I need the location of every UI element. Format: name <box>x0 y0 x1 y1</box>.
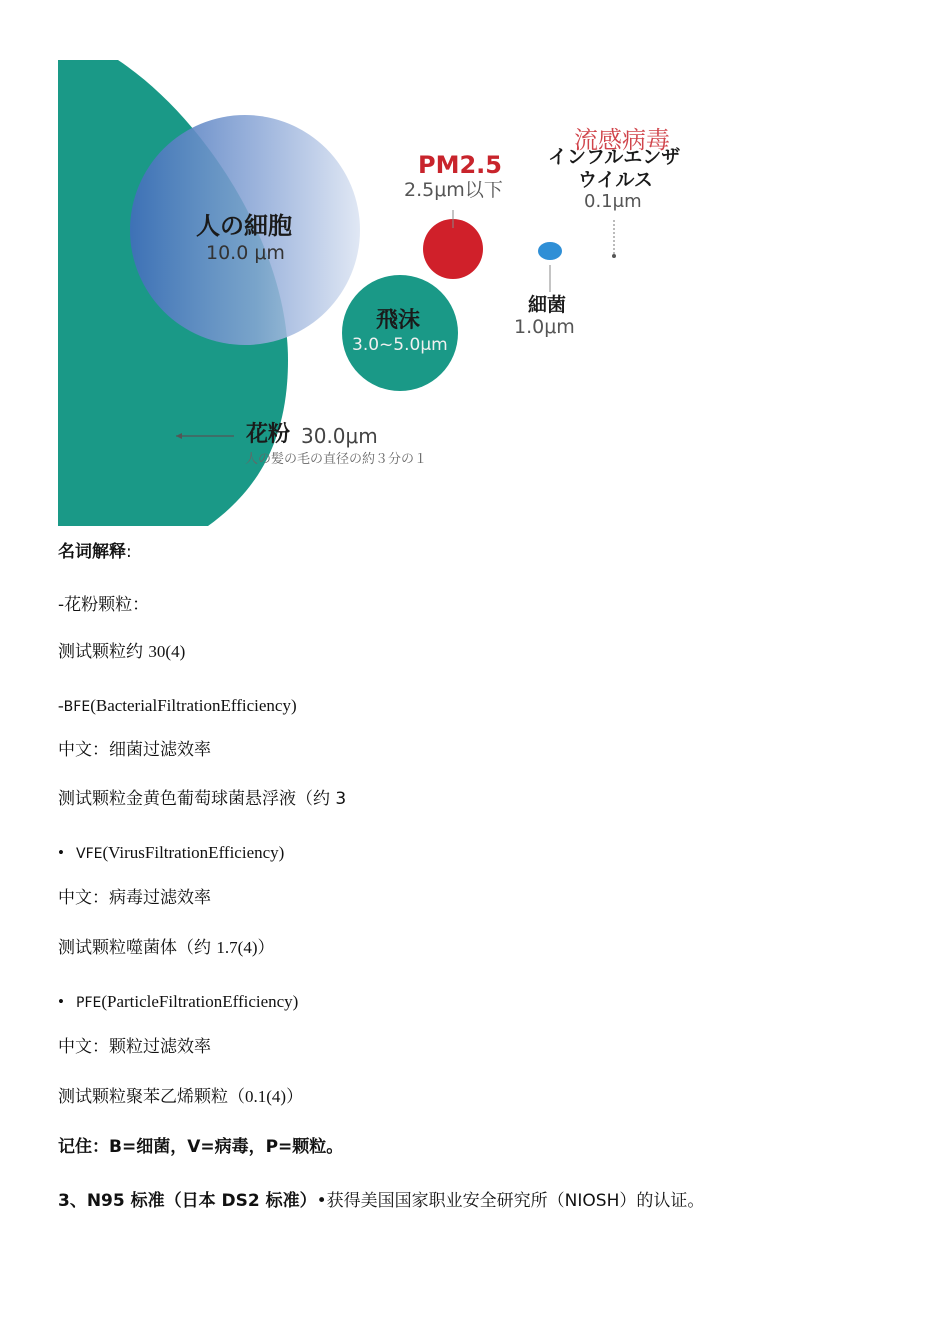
vfe-line <box>58 844 284 861</box>
pfe-full: (ParticleFiltrationEfficiency) <box>101 992 299 1011</box>
pollen-test-value: 30(4) <box>148 642 186 661</box>
bacteria-title: 細菌 <box>528 294 567 316</box>
vfe-abbr: VFE <box>76 846 103 862</box>
particle-size-figure <box>58 60 698 526</box>
vfe-cn: 中文：病毒过滤效率 <box>58 888 211 908</box>
human-cell-title: 人の細胞 <box>196 212 292 240</box>
bfe-full: (BacterialFiltrationEfficiency) <box>90 696 297 715</box>
influenza-dot <box>612 254 616 258</box>
bacteria-size: 1.0μm <box>514 316 575 338</box>
pfe-test-value: 0.1(4) <box>245 1087 287 1106</box>
pm25-size: 2.5μm以下 <box>404 179 503 201</box>
pfe-line <box>58 993 298 1010</box>
vfe-full: (VirusFiltrationEfficiency) <box>102 843 285 862</box>
n95-heading: 3、N95 标准（日本 DS2 标准） <box>58 1191 317 1211</box>
pfe-test-prefix: 测试颗粒聚苯乙烯颗粒（ <box>58 1087 245 1107</box>
glossary-heading <box>58 544 132 561</box>
pfe-cn: 中文：颗粒过滤效率 <box>58 1037 211 1057</box>
pfe-bullet: • <box>58 992 64 1011</box>
influenza-size: 0.1μm <box>584 191 642 212</box>
influenza-cn-label: 流感病毒 <box>574 126 670 154</box>
influenza-jp-line2: ウイルス <box>578 169 653 191</box>
glossary-heading-colon: : <box>126 542 132 562</box>
pfe-test-suffix: ） <box>286 1087 304 1107</box>
pollen-note: 人の髪の毛の直径の約３分の１ <box>245 452 428 467</box>
droplet-title: 飛沫 <box>376 308 421 333</box>
droplet-circle <box>342 275 458 391</box>
pollen-test-line <box>58 643 185 661</box>
bfe-line <box>58 697 297 714</box>
vfe-bullet: • <box>58 843 64 862</box>
pfe-abbr: PFE <box>76 995 102 1011</box>
vfe-test-line <box>58 939 274 957</box>
vfe-test-suffix: ） <box>257 938 275 958</box>
pollen-title: 花粉 <box>246 422 291 447</box>
remember-line: 记住：B=细菌，V=病毒，P=颗粒。 <box>58 1137 344 1157</box>
vfe-test-value: 1.7(4) <box>216 938 258 957</box>
pfe-test-line <box>58 1088 303 1106</box>
influenza-jp-line1: インフルエンザ <box>548 146 681 168</box>
bfe-cn: 中文：细菌过滤效率 <box>58 740 211 760</box>
pollen-item: -花粉颗粒： <box>58 595 150 615</box>
pm25-title: PM2.5 <box>418 151 502 179</box>
glossary-heading-text: 名词解释 <box>58 542 126 562</box>
pollen-test-prefix: 测试颗粒约 <box>58 642 149 662</box>
bfe-dash: - <box>58 696 64 715</box>
pollen-size: 30.0μm <box>301 424 378 448</box>
n95-description: •获得美国国家职业安全研究所（NIOSH）的认证。 <box>316 1191 705 1211</box>
droplet-size: 3.0~5.0μm <box>352 335 448 355</box>
bfe-abbr: BFE <box>63 699 91 715</box>
bacteria-ellipse <box>538 242 562 260</box>
human-cell-size: 10.0 μm <box>206 242 285 264</box>
n95-line <box>58 1193 704 1210</box>
bfe-test: 测试颗粒金黄色葡萄球菌悬浮液（约 3 <box>58 789 347 809</box>
vfe-test-prefix: 测试颗粒噬菌体（约 <box>58 938 217 958</box>
